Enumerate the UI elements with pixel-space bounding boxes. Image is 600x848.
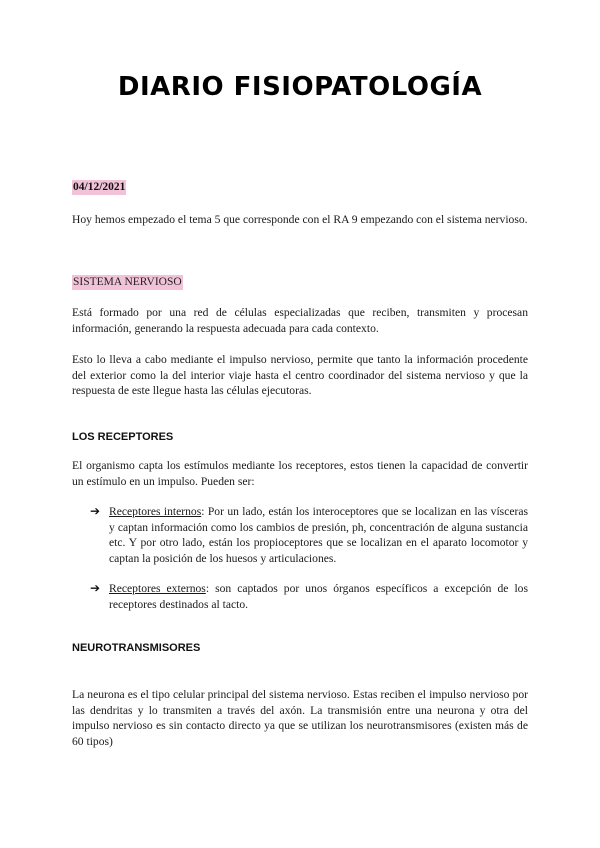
intro-paragraph: Hoy hemos empezado el tema 5 que corresponde con el RA 9 empezando con el sistema nervioso. [72, 213, 528, 226]
arrow-bullet-icon: ➔ [90, 581, 101, 595]
heading-receptores: LOS RECEPTORES [72, 431, 174, 443]
sistema-paragraph-2: Esto lo lleva a cabo mediante el impulso nervioso, permite que tanto la información procedente del exterior como la del interior viaje hasta el centro coordinador del sistema nervioso y que la respuesta de este llegue hasta las células ejecutoras. [72, 353, 528, 398]
entry-date: 04/12/2021 [73, 181, 126, 193]
bullet-internos-label: Receptores internos [109, 505, 202, 518]
bullet-internos-text [109, 504, 528, 566]
heading-neurotransmisores: NEUROTRANSMISORES [72, 642, 201, 654]
bullet-internos-body: : Por un lado, están los interoceptores que se localizan en las vísceras y captan información como los cambios de presión, ph, concentración de alguna sustancia etc. Y por otro lado, están los propioceptores que se localizan en el aparato locomotor y captan la posición de los huesos y articulaciones. [109, 505, 528, 565]
sistema-paragraph-1: Está formado por una red de células especializadas que reciben, transmiten y procesan información, generando la respuesta adecuada para cada contexto. [72, 306, 528, 335]
neuro-paragraph: La neurona es el tipo celular principal del sistema nervioso. Estas reciben el impulso nervioso por las dendritas y lo transmiten a través del axón. La transmisión entre una neurona y otra del impulso nervioso es sin contacto directo ya que se utilizan los neurotransmisores (existen más de 60 tipos) [72, 688, 528, 748]
arrow-bullet-icon: ➔ [90, 504, 101, 518]
bullet-externos-text [109, 581, 528, 612]
section-sistema-nervioso: SISTEMA NERVIOSO [73, 276, 182, 288]
document-title: DIARIO FISIOPATOLOGÍA [117, 72, 483, 102]
bullet-externos-body: : son captados por unos órganos específicos a excepción de los receptores destinados al tacto. [109, 582, 528, 611]
receptores-paragraph: El organismo capta los estímulos mediante los receptores, estos tienen la capacidad de convertir un estímulo en un impulso. Pueden ser: [72, 459, 528, 488]
bullet-externos-label: Receptores externos [109, 582, 206, 595]
